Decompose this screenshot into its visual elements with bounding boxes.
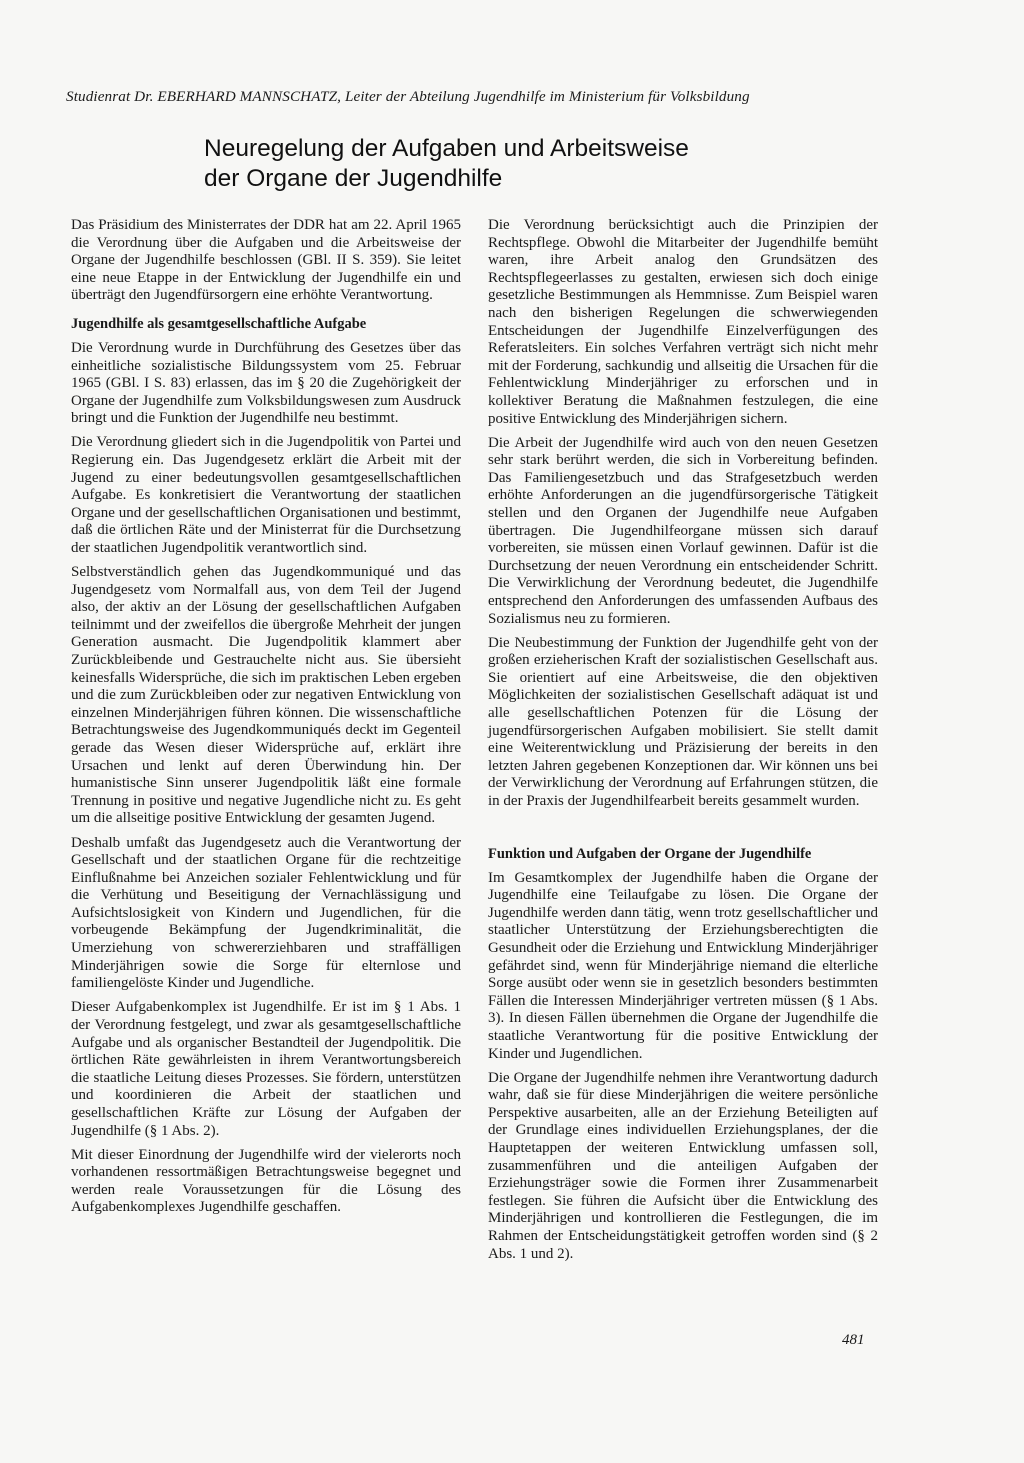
paragraph: Die Verordnung gliedert sich in die Jugendpolitik von Partei und Regierung ein. Das Jugendgesetz erklärt die Arbeit mit der Jugend zu einer bedeutungsvollen gesamtgesellschaftlichen Aufgabe. Es konkretisiert die Verantwortung der staatlichen Organe und der gesellschaftlichen Organisationen und bestimmt, daß die örtlichen Räte und der Ministerrat für die Durchsetzung der staatlichen Jugendpolitik verantwortlich sind. [71,434,461,556]
paragraph: Die Arbeit der Jugendhilfe wird auch von den neuen Gesetzen sehr stark berührt werden, die sich in Vorbereitung befinden. Das Familiengesetzbuch und das Strafgesetzbuch werden erhöhte Anforderungen an die jugendfürsorgerische Tätigkeit stellen und den Organen der Jugendhilfe neue Aufgaben übertragen. Die Jugendhilfeorgane müssen sich darauf vorbereiten, sie müssen einen Vorlauf gewinnen. Dafür ist die Durchsetzung der neuen Verordnung ein entscheidender Schritt. Die Verwirklichung der Verordnung bedeutet, die Jugendhilfe entsprechend den Anforderungen des umfassenden Aufbaus des Sozialismus neu zu formieren. [488,434,878,627]
page-number: 481 [842,1332,865,1348]
paragraph: Im Gesamtkomplex der Jugendhilfe haben die Organe der Jugendhilfe eine Teilaufgabe zu lösen. Die Organe der Jugendhilfe werden dann tätig, wenn trotz gesellschaftlicher und staatlicher Unterstützung der Erziehungsberechtigten die Gesundheit oder die Erziehung und Entwicklung Minderjähriger gefährdet sind, wenn für Minderjährige niemand die elterliche Sorge ausübt oder wenn sie in gesetzlich besonders bestimmten Fällen die Interessen Minderjähriger vertreten müssen (§ 1 Abs. 3). In diesen Fällen übernehmen die Organe der Jugendhilfe die staatliche Verantwortung für die positive Entwicklung der Kinder und Jugendlichen. [488,869,878,1062]
paragraph: Selbstverständlich gehen das Jugendkommuniqué und das Jugendgesetz vom Normalfall aus, von dem Teil der Jugend also, der aktiv an der Lösung der gesellschaftlichen Aufgaben teilnimmt und der zweifellos die übergroße Mehrheit der jungen Generation ausmacht. Die Jugendpolitik klammert aber Zurückbleibende und Gestrauchelte nicht aus. Sie übersieht keinesfalls Widersprüche, die sich im praktischen Leben ergeben und die zum Zurückbleiben oder zur negativen Entwicklung von einzelnen Minderjährigen führen können. Die wissenschaftliche Betrachtungsweise des Jugendkommuniqués deckt im Gegenteil gerade das Wesen dieser Widersprüche auf, erklärt ihre Ursachen und lenkt auf deren Überwindung hin. Der humanistische Sinn unserer Jugendpolitik läßt eine formale Trennung in positive und negative Jugendliche nicht zu. Es geht um die allseitige positive Entwicklung der gesamten Jugend. [71,564,461,827]
paragraph: Die Verordnung berücksichtigt auch die Prinzipien der Rechtspflege. Obwohl die Mitarbeiter der Jugendhilfe bemüht waren, ihre Arbeit analog den Grundsätzen des Rechtspflegeerlasses zu gestalten, erwiesen sich doch einige gesetzliche Bestimmungen als Hemmnisse. Zum Beispiel waren nach den bisherigen Regelungen die schwerwiegenden Entscheidungen der Jugendhilfe Einzelverfügungen des Referatsleiters. Ein solches Verfahren verträgt sich nicht mehr mit der Forderung, sachkundig und allseitig die Ursachen für die Fehlentwicklung Minderjähriger zu erforschen und in kollektiver Beratung die Maßnahmen festzulegen, die eine positive Entwicklung des Minderjährigen sichern. [488,217,878,427]
paragraph: Das Präsidium des Ministerrates der DDR hat am 22. April 1965 die Verordnung über die Aufgaben und die Arbeitsweise der Organe der Jugendhilfe beschlossen (GBl. II S. 359). Sie leitet eine neue Etappe in der Entwicklung der Jugendhilfe ein und überträgt den Jugendfürsorgern eine erhöhte Verantwortung. [71,217,461,304]
paragraph: Mit dieser Einordnung der Jugendhilfe wird der vielerorts noch vorhandenen ressortmäßigen Betrachtungsweise begegnet und werden reale Voraussetzungen für die Lösung des Aufgabenkomplexes Jugendhilfe geschaffen. [71,1146,461,1216]
author-line: Studienrat Dr. EBERHARD MANNSCHATZ, Leiter der Abteilung Jugendhilfe im Ministerium für Volksbildung [66,88,750,105]
title-line-2: der Organe der Jugendhilfe [204,165,503,192]
section-heading: Funktion und Aufgaben der Organe der Jugendhilfe [488,845,812,862]
paragraph: Die Neubestimmung der Funktion der Jugendhilfe geht von der großen erzieherischen Kraft der sozialistischen Gesellschaft aus. Sie orientiert auf eine Arbeitsweise, die den objektiven Möglichkeiten der sozialistischen Gesellschaft adäquat ist und alle gesellschaftlichen Potenzen für die Lösung der jugendfürsorgerischen Aufgaben mobilisiert. Sie stellt damit eine Weiterentwicklung und Präzisierung der bereits in den letzten Jahren gegebenen Konzeptionen dar. Wir können uns bei der Verwirklichung der Verordnung auf Erfahrungen stützen, die in der Praxis der Jugendhilfearbeit bereits gesammelt wurden. [488,634,878,809]
left-column [71,217,461,1223]
paragraph: Die Organe der Jugendhilfe nehmen ihre Verantwortung dadurch wahr, daß sie für diese Minderjährigen die weitere persönliche Perspektive ausarbeiten, alle an der Erziehung Beteiligten auf der Grundlage eines individuellen Erziehungsplanes, der die Hauptetappen der weiteren Entwicklung umfassen soll, zusammenführen und die anteiligen Aufgaben der Erziehungsträger sowie die Formen ihrer Zusammenarbeit festlegen. Sie führen die Aufsicht über die Entwicklung des Minderjährigen und kontrollieren die Festlegungen, die im Rahmen der Entscheidungstätigkeit getroffen worden sind (§ 2 Abs. 1 und 2). [488,1069,878,1262]
title-line-1: Neuregelung der Aufgaben und Arbeitsweise [204,135,689,162]
paragraph: Deshalb umfaßt das Jugendgesetz auch die Verantwortung der Gesellschaft und der staatlichen Organe für die rechtzeitige Einflußnahme bei Anzeichen sozialer Fehlentwicklung und für die Verhütung und Beseitigung der Vernachlässigung und Aufsichtslosigkeit von Kindern und Jugendlichen, für die vorbeugende Bekämpfung der Jugendkriminalität, die Umerziehung von schwererziehbaren und straffälligen Minderjährigen sowie die Sorge für elternlose und familiengelöste Kinder und Jugendliche. [71,834,461,992]
paragraph: Dieser Aufgabenkomplex ist Jugendhilfe. Er ist im § 1 Abs. 1 der Verordnung festgelegt, und zwar als gesamtgesellschaftliche Aufgabe und als organischer Bestandteil der Jugendpolitik. Die örtlichen Räte gewährleisten in ihrem Verantwortungsbereich die staatliche Leitung dieses Prozesses. Sie fördern, unterstützen und koordinieren die Arbeit der staatlichen und gesellschaftlichen Kräfte zur Lösung der Aufgaben der Jugendhilfe (§ 1 Abs. 2). [71,999,461,1139]
section-heading: Jugendhilfe als gesamtgesellschaftliche Aufgabe [71,315,367,332]
right-column [488,217,878,1270]
article-title [204,134,824,194]
paragraph: Die Verordnung wurde in Durchführung des Gesetzes über das einheitliche sozialistische Bildungssystem vom 25. Februar 1965 (GBl. I S. 83) erlassen, das im § 20 die Zugehörigkeit der Organe der Jugendhilfe zum Volksbildungswesen zum Ausdruck bringt und die Funktion der Jugendhilfe neu bestimmt. [71,339,461,427]
